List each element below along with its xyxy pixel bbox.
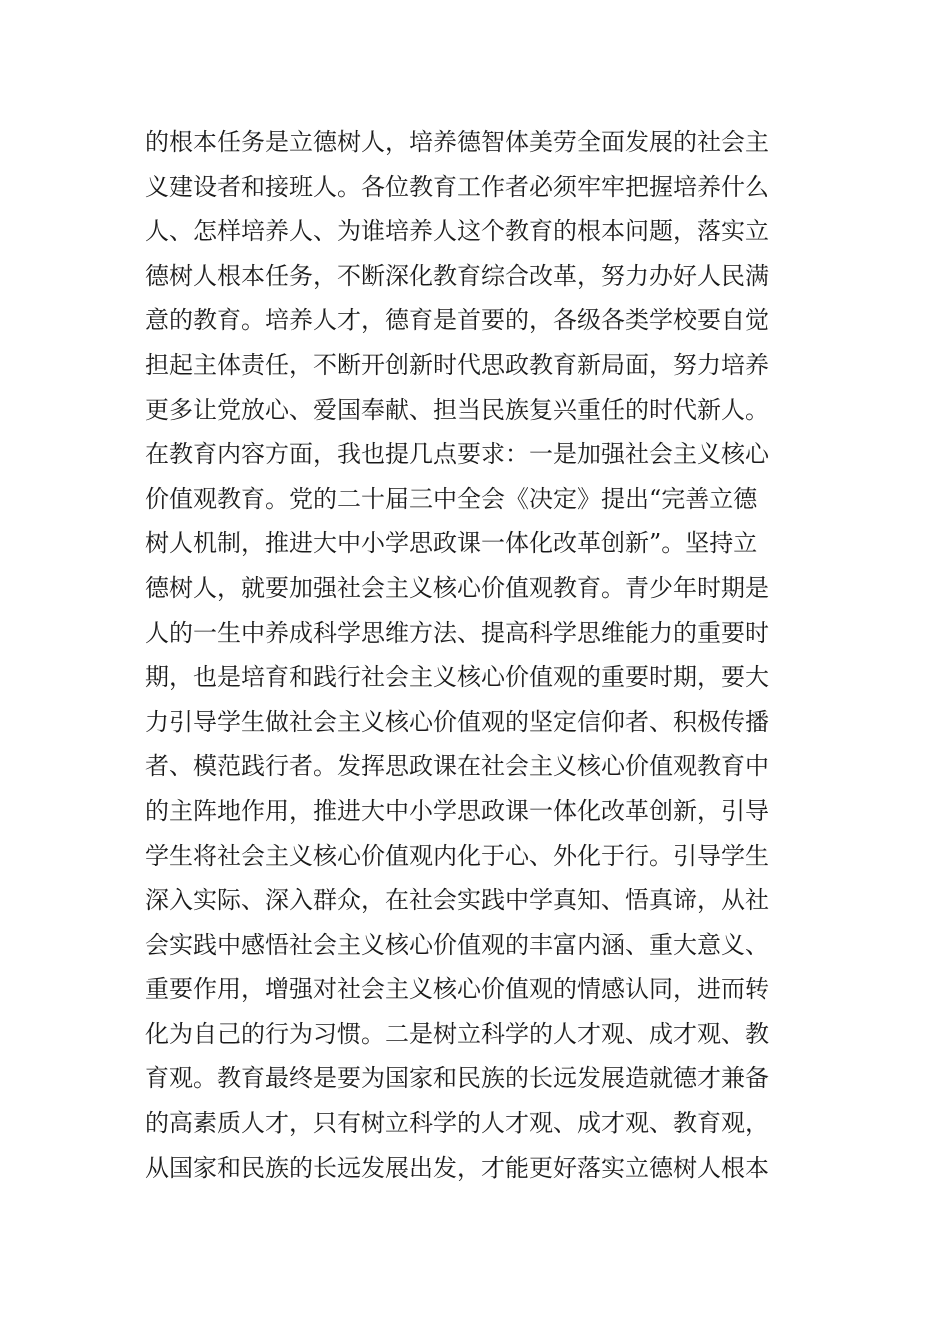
text-line-5: 意的教育。培养人才，德育是首要的，各级各类学校要自觉 — [145, 306, 769, 335]
text-line-21: 化为自己的行为习惯。二是树立科学的人才观、成才观、教 — [145, 1019, 769, 1048]
text-line-15: 者、模范践行者。发挥思政课在社会主义核心价值观教育中 — [145, 752, 769, 781]
text-line-1: 的根本任务是立德树人，培养德智体美劳全面发展的社会主 — [145, 128, 769, 156]
text-line-17: 学生将社会主义核心价值观内化于心、外化于行。引导学生 — [145, 841, 769, 870]
text-line-23: 的高素质人才，只有树立科学的人才观、成才观、教育观， — [145, 1109, 769, 1138]
text-line-8: 在教育内容方面，我也提几点要求：一是加强社会主义核心 — [145, 440, 769, 469]
text-line-13: 期，也是培育和践行社会主义核心价值观的重要时期，要大 — [145, 663, 769, 692]
text-line-9: 价值观教育。党的二十届三中全会《决定》提出“完善立德 — [145, 484, 758, 513]
text-line-20: 重要作用，增强对社会主义核心价值观的情感认同，进而转 — [145, 975, 769, 1004]
text-line-22: 育观。教育最终是要为国家和民族的长远发展造就德才兼备 — [145, 1064, 769, 1093]
text-line-11: 德树人，就要加强社会主义核心价值观教育。青少年时期是 — [145, 573, 769, 602]
text-line-14: 力引导学生做社会主义核心价值观的坚定信仰者、积极传播 — [145, 707, 769, 736]
text-line-24: 从国家和民族的长远发展出发，才能更好落实立德树人根本 — [145, 1153, 769, 1182]
text-line-18: 深入实际、深入群众，在社会实践中学真知、悟真谛，从社 — [145, 886, 769, 915]
text-line-16: 的主阵地作用，推进大中小学思政课一体化改革创新，引导 — [145, 796, 769, 825]
text-line-12: 人的一生中养成科学思维方法、提高科学思维能力的重要时 — [145, 618, 769, 647]
text-line-3: 人、怎样培养人、为谁培养人这个教育的根本问题，落实立 — [145, 217, 769, 246]
text-line-19: 会实践中感悟社会主义核心价值观的丰富内涵、重大意义、 — [145, 930, 769, 959]
text-line-7: 更多让党放心、爱国奉献、担当民族复兴重任的时代新人。 — [145, 395, 769, 424]
text-line-4: 德树人根本任务，不断深化教育综合改革，努力办好人民满 — [145, 261, 769, 290]
text-line-6: 担起主体责任，不断开创新时代思政教育新局面，努力培养 — [145, 350, 769, 379]
text-line-2: 义建设者和接班人。各位教育工作者必须牢牢把握培养什么 — [145, 172, 769, 201]
text-line-10: 树人机制，推进大中小学思政课一体化改革创新”。坚持立 — [145, 529, 758, 558]
body-text — [145, 120, 815, 1190]
